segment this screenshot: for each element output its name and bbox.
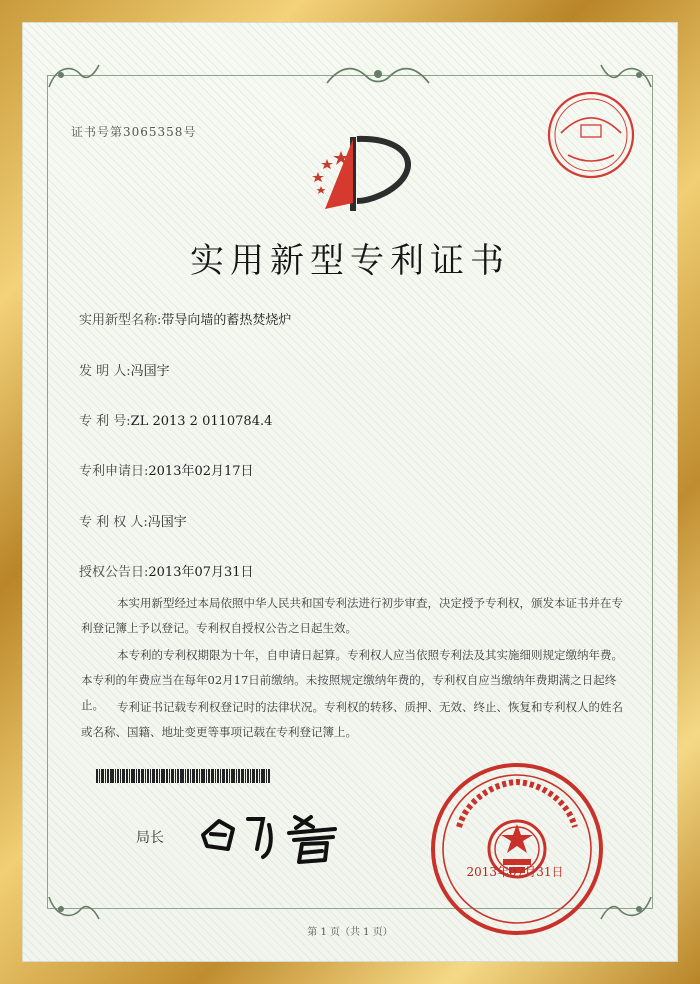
patent-office-logo-icon	[293, 129, 443, 217]
certificate-title: 实用新型专利证书	[190, 241, 510, 281]
paragraph-3: 专利证书记载专利权登记时的法律状况。专利权的转移、质押、无效、终止、恢复和专利权人的姓名或名称、国籍、地址变更等事项记载在专利登记簿上。	[81, 700, 623, 739]
paragraph-1: 本实用新型经过本局依照中华人民共和国专利法进行初步审查，决定授予专利权，颁发本证书并在专利登记簿上予以登记。专利权自授权公告之日起生效。	[81, 596, 623, 635]
corner-ornament-icon	[45, 57, 103, 93]
seal-date: 2013年07月31日	[466, 865, 564, 879]
field-label: 发 明 人:	[79, 364, 131, 379]
field-row-grant-date	[79, 561, 254, 580]
field-row-patentee	[79, 511, 187, 530]
field-label: 专利申请日:	[79, 464, 149, 479]
certificate-paper	[22, 22, 678, 962]
field-value: 带导向墙的蓄热焚烧炉	[161, 313, 292, 328]
field-value: ZL 2013 2 0110784.4	[130, 414, 273, 429]
certificate-number: 证书号第3065358号	[71, 125, 197, 139]
director-signature	[193, 801, 363, 869]
field-label: 授权公告日:	[79, 565, 149, 580]
field-label: 专 利 号:	[79, 414, 131, 429]
field-row-inventor	[79, 360, 170, 379]
field-row-patent-number	[79, 410, 272, 429]
corner-ornament-icon	[45, 891, 103, 927]
tax-seal-stamp-icon	[543, 87, 639, 183]
field-value: 冯国宇	[147, 515, 187, 530]
national-ip-office-seal-icon	[425, 757, 609, 941]
paragraph-2: 本专利的专利权期限为十年，自申请日起算。专利权人应当依照专利法及其实施细则规定缴纳年费。本专利的年费应当在每年02月17日前缴纳。未按照规定缴纳年费的，专利权自应当缴纳年费期满之日起终止。	[81, 648, 623, 712]
director-label: 局长	[136, 830, 164, 846]
top-ornament-icon	[323, 59, 433, 93]
field-row-filing-date	[79, 460, 254, 479]
barcode-icon	[96, 769, 346, 783]
field-row-name	[79, 309, 291, 328]
field-value: 2013年07月31日	[148, 565, 254, 580]
field-value: 2013年02月17日	[148, 464, 254, 479]
field-label: 实用新型名称:	[79, 313, 162, 328]
field-value: 冯国宇	[130, 364, 170, 379]
field-label: 专 利 权 人:	[79, 515, 148, 530]
page-number: 第 1 页（共 1 页）	[307, 927, 393, 938]
